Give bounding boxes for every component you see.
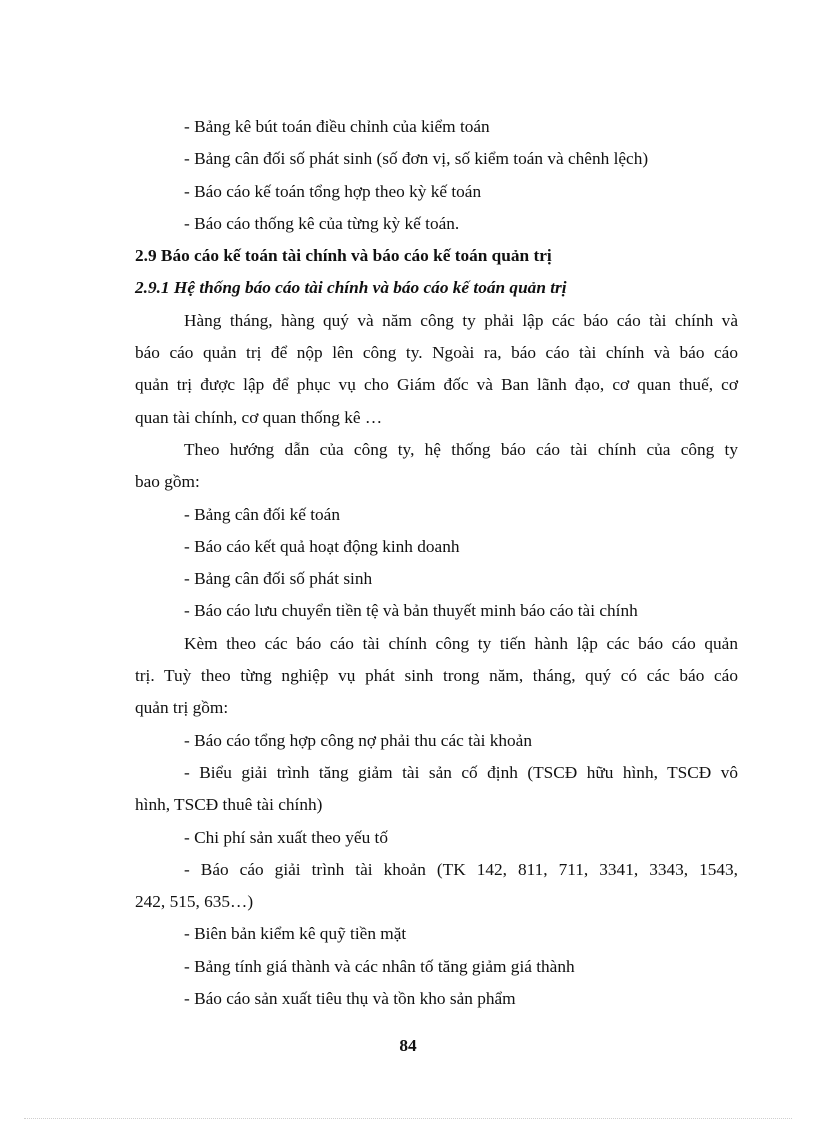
paragraph-line: hình, TSCĐ thuê tài chính) bbox=[135, 795, 323, 815]
paragraph-line: Theo hướng dẫn của công ty, hệ thống báo cáo tài chính của công ty bbox=[184, 439, 738, 459]
bullet-line: - Báo cáo giải trình tài khoản (TK 142, 811, 711, 3341, 3343, 1543, bbox=[184, 859, 738, 879]
page-number: 84 bbox=[399, 1036, 417, 1055]
paragraph-line: quản trị được lập để phục vụ cho Giám đốc và Ban lãnh đạo, cơ quan thuế, cơ bbox=[135, 375, 738, 395]
bullet-line: - Bảng cân đối số phát sinh bbox=[184, 569, 373, 589]
paragraph-line: quan tài chính, cơ quan thống kê … bbox=[135, 407, 383, 427]
subsection-heading: 2.9.1 Hệ thống báo cáo tài chính và báo cáo kế toán quản trị bbox=[135, 278, 567, 298]
bullet-line: - Báo cáo tổng hợp công nợ phải thu các tài khoản bbox=[184, 730, 532, 750]
paragraph-line: quản trị gồm: bbox=[135, 698, 229, 718]
bullet-line: - Biểu giải trình tăng giảm tài sản cố định (TSCĐ hữu hình, TSCĐ vô bbox=[184, 762, 738, 782]
bullet-line: - Biên bản kiểm kê quỹ tiền mặt bbox=[184, 924, 407, 944]
paragraph-line: 242, 515, 635…) bbox=[135, 892, 254, 912]
bullet-line: - Báo cáo lưu chuyển tiền tệ và bản thuyết minh báo cáo tài chính bbox=[184, 601, 638, 621]
paragraph-line: trị. Tuỳ theo từng nghiệp vụ phát sinh trong năm, tháng, quý có các báo cáo bbox=[135, 666, 738, 686]
bullet-line: - Báo cáo kế toán tổng hợp theo kỳ kế toán bbox=[184, 181, 482, 201]
paragraph-line: báo cáo quản trị để nộp lên công ty. Ngoài ra, báo cáo tài chính và báo cáo bbox=[135, 343, 738, 363]
paragraph-line: Kèm theo các báo cáo tài chính công ty tiến hành lập các báo cáo quản bbox=[184, 633, 738, 653]
bullet-line: - Bảng cân đối số phát sinh (số đơn vị, số kiểm toán và chênh lệch) bbox=[184, 149, 649, 169]
paragraph-line: bao gồm: bbox=[135, 472, 200, 492]
bullet-line: - Chi phí sản xuất theo yếu tố bbox=[184, 827, 388, 847]
bullet-line: - Bảng kê bút toán điều chỉnh của kiểm toán bbox=[184, 117, 490, 136]
bullet-line: - Bảng tính giá thành và các nhân tố tăng giảm giá thành bbox=[184, 956, 575, 976]
bullet-line: - Báo cáo thống kê của từng kỳ kế toán. bbox=[184, 213, 460, 233]
paragraph-line: Hàng tháng, hàng quý và năm công ty phải lập các báo cáo tài chính và bbox=[184, 310, 738, 330]
section-heading: 2.9 Báo cáo kế toán tài chính và báo cáo kế toán quản trị bbox=[135, 246, 552, 266]
page-bottom-divider bbox=[24, 1118, 792, 1119]
bullet-line: - Bảng cân đối kế toán bbox=[184, 504, 340, 524]
bullet-line: - Báo cáo kết quả hoạt động kinh doanh bbox=[184, 536, 460, 556]
bullet-line: - Báo cáo sản xuất tiêu thụ và tồn kho sản phẩm bbox=[184, 989, 516, 1009]
document-body bbox=[135, 111, 738, 1015]
